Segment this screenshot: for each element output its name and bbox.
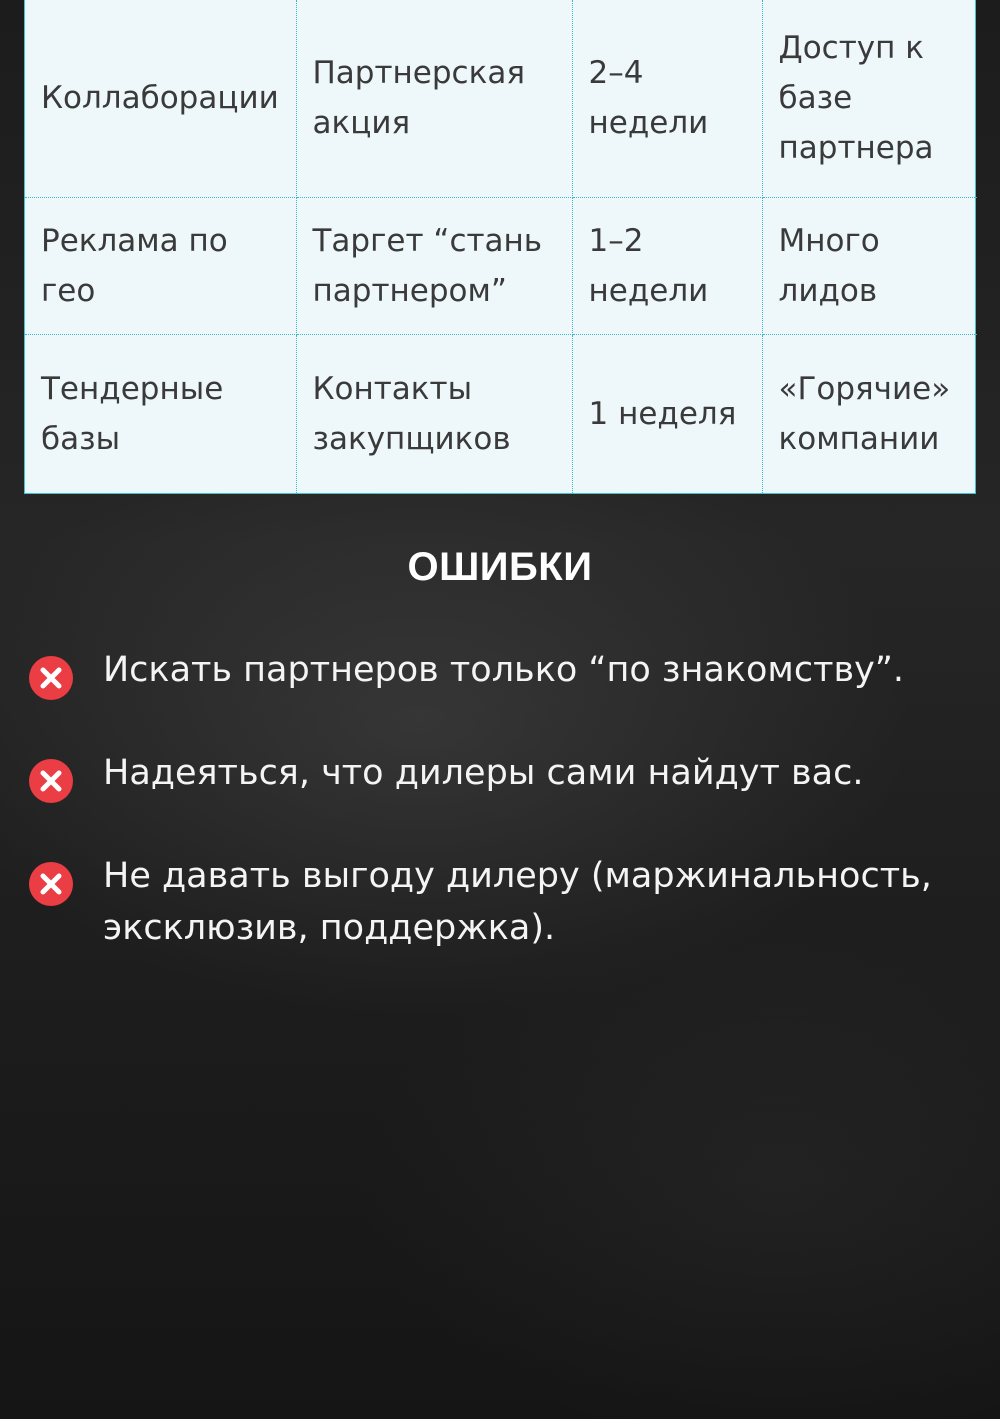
table-cell: «Горячие» компании: [762, 334, 977, 493]
close-icon: [29, 862, 73, 906]
close-icon: [29, 656, 73, 700]
comparison-table: [24, 0, 976, 494]
table-row: [25, 0, 977, 197]
table-row: [25, 197, 977, 334]
table-cell: Реклама по гео: [25, 197, 296, 334]
table-cell: Таргет “стань партнером”: [296, 197, 572, 334]
table-cell: Партнерская акция: [296, 0, 572, 197]
section-title: ОШИБКИ: [407, 545, 593, 589]
mistake-text: Надеяться, что дилеры сами найдут вас.: [103, 753, 864, 793]
table-cell: Контакты закупщиков: [296, 334, 572, 493]
table-cell: Много лидов: [762, 197, 977, 334]
channels-table: [25, 0, 977, 493]
table-cell: 1 неделя: [572, 334, 762, 493]
table-cell: 2–4 недели: [572, 0, 762, 197]
table-cell: Тендерные базы: [25, 334, 296, 493]
mistake-text: Не давать выгоду дилеру (маржинальность, эксклюзив, поддержка).: [103, 856, 932, 948]
mistake-text: Искать партнеров только “по знакомству”.: [103, 650, 905, 690]
table-cell: Доступ к базе партнера: [762, 0, 977, 197]
table-cell: 1–2 недели: [572, 197, 762, 334]
close-icon: [29, 759, 73, 803]
table-row: [25, 334, 977, 493]
table-cell: Коллаборации: [25, 0, 296, 197]
